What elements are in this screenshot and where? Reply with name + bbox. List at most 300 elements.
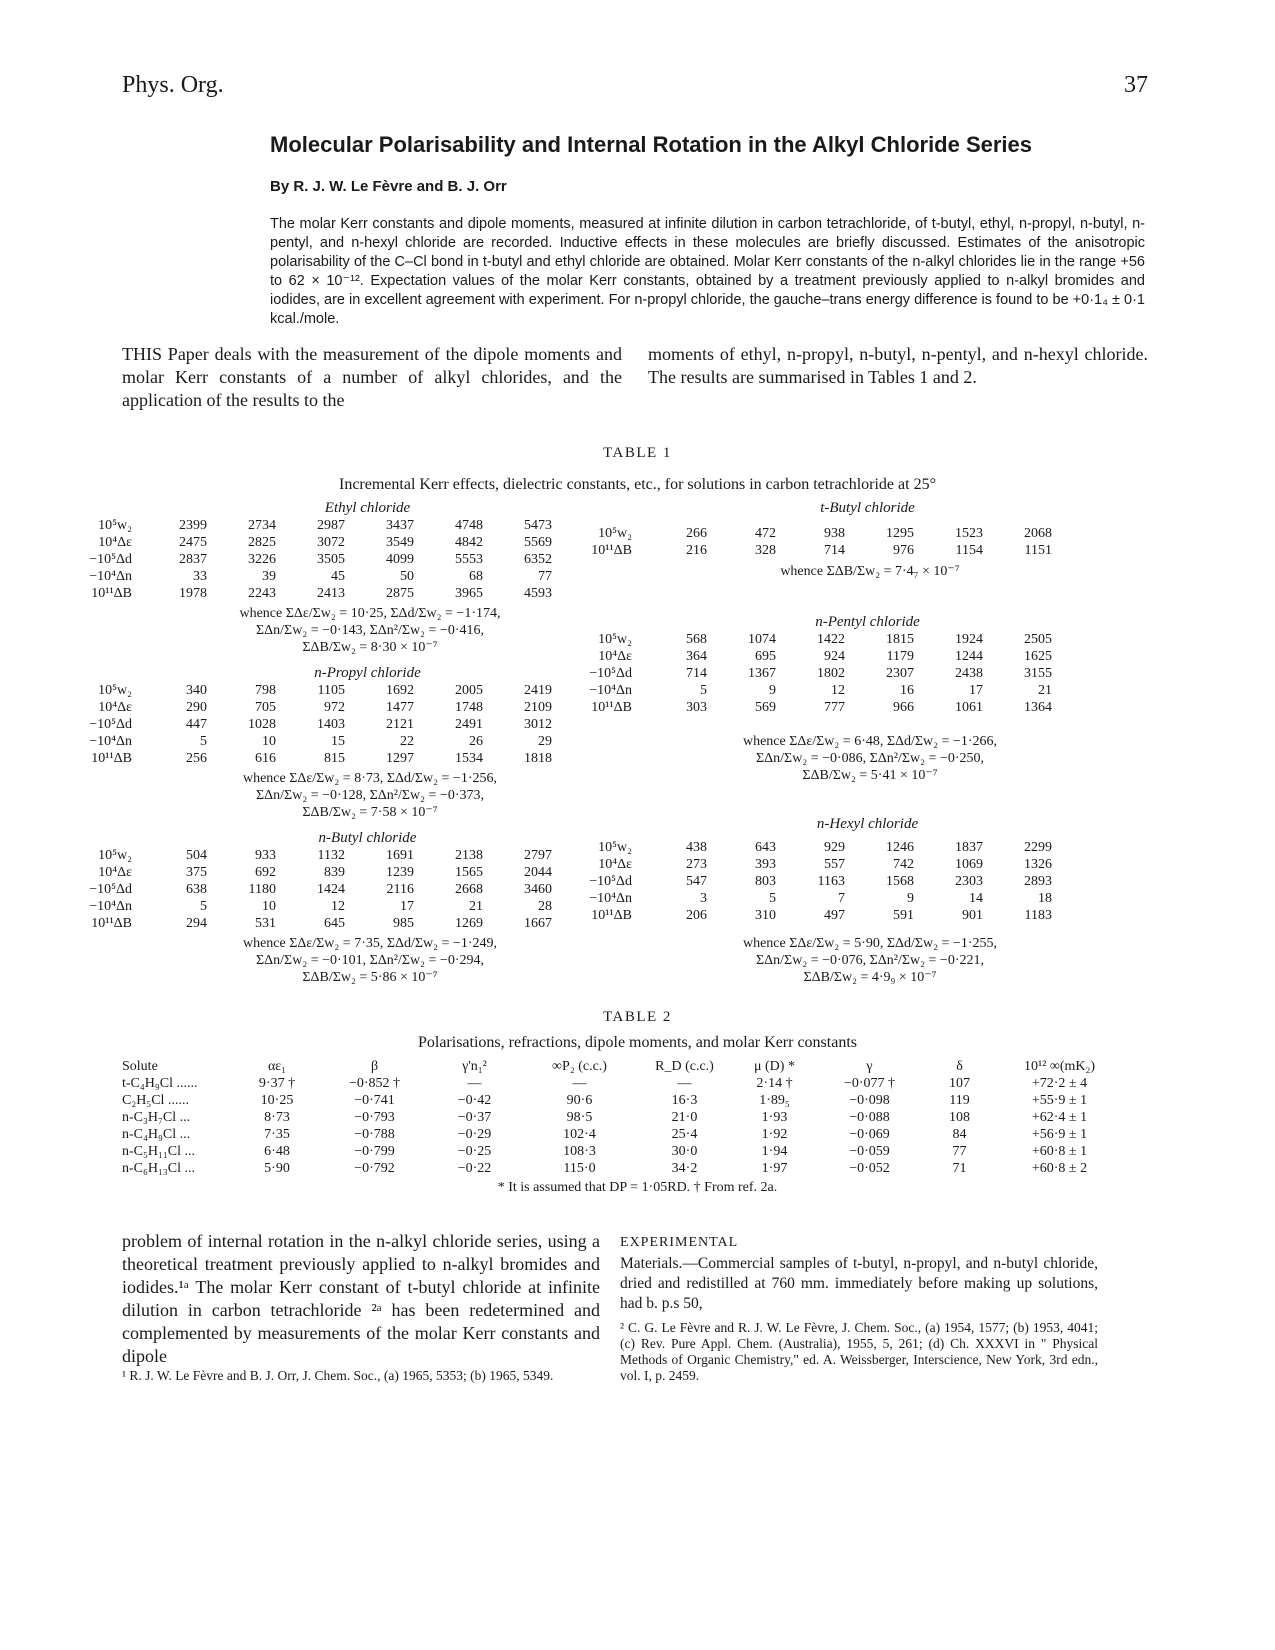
row-label: 10⁵w₂ bbox=[598, 632, 632, 647]
row-label: 10⁵w₂ bbox=[598, 526, 632, 541]
table1-butyl-block bbox=[60, 830, 605, 932]
table-cell: 815 bbox=[324, 751, 345, 766]
table-cell: 1·97 bbox=[761, 1161, 788, 1176]
row-label: −10⁵Δd bbox=[89, 552, 132, 567]
table1-tbutyl-block bbox=[560, 500, 1105, 559]
table-cell: 924 bbox=[824, 649, 845, 664]
table-cell: 1028 bbox=[248, 717, 276, 732]
table-cell: 310 bbox=[755, 908, 776, 923]
table-cell: 2307 bbox=[886, 666, 914, 681]
table-cell: 1074 bbox=[748, 632, 776, 647]
table-cell: 1326 bbox=[1024, 857, 1052, 872]
table-cell: 1179 bbox=[886, 649, 914, 664]
table-cell: 68 bbox=[469, 569, 483, 584]
table-cell: 803 bbox=[755, 874, 776, 889]
whence-line: whence ΣΔε/Σw₂ = 10·25, ΣΔd/Σw₂ = −1·174, bbox=[239, 606, 501, 621]
whence-line: whence ΣΔε/Σw₂ = 7·35, ΣΔd/Σw₂ = −1·249, bbox=[242, 936, 497, 951]
table-cell: 17 bbox=[400, 899, 414, 914]
table-cell: 5 bbox=[769, 891, 776, 906]
ethyl-data bbox=[60, 517, 605, 602]
table-cell: +60·8 ± 1 bbox=[1031, 1144, 1088, 1159]
table-cell: 9·37 † bbox=[258, 1076, 296, 1091]
table-cell: 1477 bbox=[386, 700, 414, 715]
table-cell: 12 bbox=[331, 899, 345, 914]
table-cell: 21·0 bbox=[671, 1110, 698, 1125]
table-cell: t-C₄H₉Cl ...... bbox=[122, 1076, 198, 1091]
table-cell: 256 bbox=[186, 751, 207, 766]
table-cell: 90·6 bbox=[566, 1093, 593, 1108]
ethyl-whence bbox=[140, 605, 600, 656]
pentyl-whence bbox=[640, 733, 1100, 784]
table2-header bbox=[122, 1058, 1152, 1075]
table2 bbox=[122, 1058, 1152, 1177]
row-label: −10⁵Δd bbox=[589, 666, 632, 681]
table-cell: 1069 bbox=[955, 857, 983, 872]
propyl-data bbox=[60, 682, 605, 767]
table-cell: 26 bbox=[469, 734, 483, 749]
whence-line: ΣΔn/Σw₂ = −0·143, ΣΔn²/Σw₂ = −0·416, bbox=[256, 623, 484, 638]
ethyl-row bbox=[60, 551, 605, 568]
table-cell: 616 bbox=[255, 751, 276, 766]
table-cell: 2303 bbox=[955, 874, 983, 889]
table-cell: 340 bbox=[186, 683, 207, 698]
table-cell: 966 bbox=[893, 700, 914, 715]
table-cell: 1163 bbox=[817, 874, 845, 889]
row-label: 10⁵w₂ bbox=[98, 518, 132, 533]
row-label: 10⁴Δε bbox=[598, 857, 632, 872]
table-cell: 2121 bbox=[386, 717, 414, 732]
table-cell: 2109 bbox=[524, 700, 552, 715]
table-cell: 1978 bbox=[179, 586, 207, 601]
table-cell: −0·052 bbox=[849, 1161, 890, 1176]
row-label: 10¹¹ΔB bbox=[591, 908, 632, 923]
table-cell: 77 bbox=[538, 569, 552, 584]
table1-ethyl-block bbox=[60, 500, 605, 602]
table-cell: 901 bbox=[962, 908, 983, 923]
table-cell: 1403 bbox=[317, 717, 345, 732]
table-cell: 107 bbox=[949, 1076, 970, 1091]
table-cell: 798 bbox=[255, 683, 276, 698]
table-cell: 1748 bbox=[455, 700, 483, 715]
table-row bbox=[122, 1160, 1152, 1177]
intro-left-column: THIS Paper deals with the measurement of the dipole moments and molar Kerr constants of a number of alkyl chlorides, and the application of the results to the bbox=[122, 344, 622, 410]
table-cell: 3505 bbox=[317, 552, 345, 567]
propyl-row bbox=[60, 733, 605, 750]
table-cell: 7 bbox=[838, 891, 845, 906]
row-label: 10⁵w₂ bbox=[98, 848, 132, 863]
table-row bbox=[122, 1075, 1152, 1092]
table-cell: 2825 bbox=[248, 535, 276, 550]
table2-footnote: * It is assumed that DP = 1·05RD. † From ref. 2a. bbox=[497, 1180, 778, 1195]
table-cell: 1295 bbox=[886, 526, 914, 541]
table-cell: 2491 bbox=[455, 717, 483, 732]
row-label: −10⁴Δn bbox=[89, 899, 132, 914]
butyl-row bbox=[60, 847, 605, 864]
ethyl-row bbox=[60, 568, 605, 585]
whence-line: whence ΣΔB/Σw₂ = 7·4₇ × 10⁻⁷ bbox=[780, 564, 960, 579]
table-cell: 1691 bbox=[386, 848, 414, 863]
whence-line: whence ΣΔε/Σw₂ = 8·73, ΣΔd/Σw₂ = −1·256, bbox=[242, 771, 497, 786]
table-cell: 2068 bbox=[1024, 526, 1052, 541]
body-right-column: Materials.—Commercial samples of t-butyl, n-propyl, and n-butyl chloride, dried and redistilled at 760 mm. immediately before making up solutions, had b. p.s 50, bbox=[620, 1255, 1098, 1312]
table-cell: 393 bbox=[755, 857, 776, 872]
propyl-row bbox=[60, 699, 605, 716]
table-cell: n-C₆H₁₃Cl ... bbox=[122, 1161, 195, 1176]
row-label: 10⁴Δε bbox=[98, 700, 132, 715]
row-label: −10⁴Δn bbox=[589, 891, 632, 906]
table-cell: 2005 bbox=[455, 683, 483, 698]
table-cell: 839 bbox=[324, 865, 345, 880]
row-label: 10¹¹ΔB bbox=[591, 700, 632, 715]
table-cell: 10 bbox=[262, 899, 276, 914]
table-cell: 4842 bbox=[455, 535, 483, 550]
table-cell: 645 bbox=[324, 916, 345, 931]
table-cell: n-C₃H₇Cl ... bbox=[122, 1110, 191, 1125]
table-cell: 6352 bbox=[524, 552, 552, 567]
whence-line: ΣΔB/Σw₂ = 5·86 × 10⁻⁷ bbox=[302, 970, 438, 985]
body-left-column: problem of internal rotation in the n-alkyl chloride series, using a theoretical treatment previously applied to n-alkyl bromides and iodides.¹ᵃ The molar Kerr constant of t-butyl chloride at infinite dilution in carbon tetrachloride ²ᵃ has been redetermined and complemented by measurements of the molar Kerr constants and dipole bbox=[122, 1231, 600, 1366]
table-cell: 972 bbox=[324, 700, 345, 715]
table-cell: 1154 bbox=[955, 543, 983, 558]
table-cell: 1183 bbox=[1024, 908, 1052, 923]
table-cell: 15 bbox=[331, 734, 345, 749]
table-cell: 5 bbox=[200, 899, 207, 914]
footnote-2: ² C. G. Le Fèvre and R. J. W. Le Fèvre, J. Chem. Soc., (a) 1954, 1577; (b) 1953, 4041; (c) Rev. Pure Appl. Chem. (Australia), 1955, 5, 261; (d) Ch. XXXVI in " Physical Methods of Organic Chemistry," ed. A. Weissberger, Interscience, New York, 3rd edn., vol. I, p. 2459. bbox=[620, 1320, 1098, 1383]
table-cell: 1·93 bbox=[761, 1110, 788, 1125]
table-cell: 557 bbox=[824, 857, 845, 872]
table-cell: −0·077 † bbox=[843, 1076, 896, 1091]
whence-line: ΣΔB/Σw₂ = 8·30 × 10⁻⁷ bbox=[302, 640, 438, 655]
table-cell: 1568 bbox=[886, 874, 914, 889]
table-cell: 2413 bbox=[317, 586, 345, 601]
table-cell: 1246 bbox=[886, 840, 914, 855]
table-cell: 777 bbox=[824, 700, 845, 715]
table-cell: 3155 bbox=[1024, 666, 1052, 681]
table-cell: 4593 bbox=[524, 586, 552, 601]
propyl-title: n-Propyl chloride bbox=[314, 665, 421, 681]
abstract: The molar Kerr constants and dipole moments, measured at infinite dilution in carbon tetrachloride, of t-butyl, ethyl, n-propyl, n-butyl, n-pentyl, and n-hexyl chloride are recorded. Inductive effects in these molecules are briefly discussed. Estimates of the anisotropic polarisability of the C–Cl bond in t-butyl and ethyl chloride are obtained. Molar Kerr constants of the n-alkyl chlorides lie in the range +56 to 62 × 10⁻¹². Expectation values of the molar Kerr constants, obtained by a treatment previously applied to n-alkyl bromides and iodides, are in excellent agreement with experiment. For n-propyl chloride, the gauche–trans energy difference is found to be +0·1₄ ± 0·1 kcal./mole. bbox=[270, 216, 1145, 327]
table-cell: +62·4 ± 1 bbox=[1031, 1110, 1088, 1125]
propyl-row bbox=[60, 682, 605, 699]
row-label: 10¹¹ΔB bbox=[91, 751, 132, 766]
table-cell: 28 bbox=[538, 899, 552, 914]
whence-line: ΣΔB/Σw₂ = 4·9₉ × 10⁻⁷ bbox=[803, 970, 937, 985]
table-cell: 5569 bbox=[524, 535, 552, 550]
table-cell: 1815 bbox=[886, 632, 914, 647]
table-cell: 3965 bbox=[455, 586, 483, 601]
ethyl-row bbox=[60, 534, 605, 551]
table-cell: 591 bbox=[893, 908, 914, 923]
table-cell: 10 bbox=[262, 734, 276, 749]
table-row bbox=[122, 1109, 1152, 1126]
table-cell: 2875 bbox=[386, 586, 414, 601]
table-cell: −0·088 bbox=[849, 1110, 890, 1125]
row-label: 10¹¹ΔB bbox=[591, 543, 632, 558]
table-cell: 976 bbox=[893, 543, 914, 558]
table1-subtitle: Incremental Kerr effects, dielectric constants, etc., for solutions in carbon tetrachloride at 25° bbox=[339, 476, 936, 493]
row-label: −10⁵Δd bbox=[89, 717, 132, 732]
table-cell: 45 bbox=[331, 569, 345, 584]
table-cell: 695 bbox=[755, 649, 776, 664]
table-cell: 2475 bbox=[179, 535, 207, 550]
row-label: 10⁴Δε bbox=[598, 649, 632, 664]
table-cell: 1132 bbox=[317, 848, 345, 863]
table-cell: 21 bbox=[1038, 683, 1052, 698]
table-cell: 4099 bbox=[386, 552, 414, 567]
column-header: ∞P₂ (c.c.) bbox=[552, 1059, 607, 1074]
tbutyl-row bbox=[560, 542, 1105, 559]
table-cell: 3072 bbox=[317, 535, 345, 550]
table-cell: 50 bbox=[400, 569, 414, 584]
table-cell: 3226 bbox=[248, 552, 276, 567]
table-cell: 1061 bbox=[955, 700, 983, 715]
table-cell: 108 bbox=[949, 1110, 970, 1125]
table-cell: 1180 bbox=[248, 882, 276, 897]
ethyl-row bbox=[60, 585, 605, 602]
table-cell: 2893 bbox=[1024, 874, 1052, 889]
table-cell: 1269 bbox=[455, 916, 483, 931]
row-label: −10⁵Δd bbox=[89, 882, 132, 897]
table-cell: 933 bbox=[255, 848, 276, 863]
table-cell: 16 bbox=[900, 683, 914, 698]
pentyl-row bbox=[560, 699, 1105, 716]
table-cell: 8·73 bbox=[264, 1110, 290, 1125]
table-cell: 1422 bbox=[817, 632, 845, 647]
table-cell: 30·0 bbox=[671, 1144, 698, 1159]
table-cell: 294 bbox=[186, 916, 207, 931]
table-cell: 18 bbox=[1038, 891, 1052, 906]
butyl-row bbox=[60, 915, 605, 932]
table-cell: 568 bbox=[686, 632, 707, 647]
table-cell: −0·069 bbox=[849, 1127, 890, 1142]
tbutyl-data bbox=[560, 525, 1105, 559]
table-cell: 6·48 bbox=[264, 1144, 290, 1159]
row-label: 10¹¹ΔB bbox=[91, 916, 132, 931]
row-label: 10¹¹ΔB bbox=[91, 586, 132, 601]
table-cell: 1244 bbox=[955, 649, 983, 664]
table-cell: 1364 bbox=[1024, 700, 1052, 715]
column-header: R_D (c.c.) bbox=[655, 1059, 714, 1074]
journal-section: Phys. Org. bbox=[122, 72, 224, 98]
table1-caption: TABLE 1 bbox=[603, 445, 672, 461]
table-cell: 2044 bbox=[524, 865, 552, 880]
table-cell: 2987 bbox=[317, 518, 345, 533]
table-cell: 692 bbox=[255, 865, 276, 880]
table-row bbox=[122, 1143, 1152, 1160]
table-cell: 504 bbox=[186, 848, 207, 863]
table-cell: 3 bbox=[700, 891, 707, 906]
table-cell: 5 bbox=[700, 683, 707, 698]
table-cell: 71 bbox=[952, 1161, 967, 1176]
table-cell: 4748 bbox=[455, 518, 483, 533]
table-cell: 115·0 bbox=[563, 1161, 596, 1176]
table-cell: −0·098 bbox=[849, 1093, 890, 1108]
hexyl-data bbox=[560, 839, 1105, 924]
butyl-data bbox=[60, 847, 605, 932]
table-cell: 569 bbox=[755, 700, 776, 715]
page-number: 37 bbox=[1124, 72, 1148, 98]
table2-subtitle: Polarisations, refractions, dipole moments, and molar Kerr constants bbox=[417, 1034, 857, 1051]
row-label: −10⁴Δn bbox=[589, 683, 632, 698]
table-cell: 21 bbox=[469, 899, 483, 914]
footnote-1: ¹ R. J. W. Le Fèvre and B. J. Orr, J. Chem. Soc., (a) 1965, 5353; (b) 1965, 5349. bbox=[122, 1368, 554, 1383]
table-cell: 2505 bbox=[1024, 632, 1052, 647]
table-cell: 929 bbox=[824, 840, 845, 855]
table-row bbox=[122, 1092, 1152, 1109]
table-cell: 1534 bbox=[455, 751, 483, 766]
table-cell: — bbox=[572, 1076, 587, 1091]
table-cell: 3460 bbox=[524, 882, 552, 897]
table-cell: 39 bbox=[262, 569, 276, 584]
table-cell: 2797 bbox=[524, 848, 552, 863]
whence-line: whence ΣΔε/Σw₂ = 5·90, ΣΔd/Σw₂ = −1·255, bbox=[742, 936, 997, 951]
table-cell: 5553 bbox=[455, 552, 483, 567]
butyl-row bbox=[60, 898, 605, 915]
table-cell: 497 bbox=[824, 908, 845, 923]
table-cell: +56·9 ± 1 bbox=[1031, 1127, 1088, 1142]
table-row bbox=[122, 1126, 1152, 1143]
table-cell: 98·5 bbox=[566, 1110, 593, 1125]
table-cell: 216 bbox=[686, 543, 707, 558]
table-cell: −0·793 bbox=[354, 1110, 395, 1125]
table-cell: 938 bbox=[824, 526, 845, 541]
table-cell: 2116 bbox=[386, 882, 414, 897]
row-label: 10⁴Δε bbox=[98, 865, 132, 880]
pentyl-row bbox=[560, 682, 1105, 699]
table-cell: 29 bbox=[538, 734, 552, 749]
table-cell: 375 bbox=[186, 865, 207, 880]
table-cell: n-C₄H₉Cl ... bbox=[122, 1127, 191, 1142]
table-cell: 1367 bbox=[748, 666, 776, 681]
table-cell: 108·3 bbox=[563, 1144, 596, 1159]
table-cell: 9 bbox=[769, 683, 776, 698]
butyl-title: n-Butyl chloride bbox=[318, 830, 417, 846]
whence-line: ΣΔn/Σw₂ = −0·101, ΣΔn²/Σw₂ = −0·294, bbox=[256, 953, 484, 968]
table-cell: 2·14 † bbox=[756, 1076, 793, 1091]
table-cell: 33 bbox=[193, 569, 207, 584]
table-cell: −0·792 bbox=[354, 1161, 395, 1176]
table-cell: 2243 bbox=[248, 586, 276, 601]
column-header: μ (D) * bbox=[754, 1059, 795, 1074]
pentyl-row bbox=[560, 665, 1105, 682]
intro-right-column: moments of ethyl, n-propyl, n-butyl, n-pentyl, and n-hexyl chloride. The results are summarised in Tables 1 and 2. bbox=[648, 344, 1148, 387]
table-cell: −0·852 † bbox=[348, 1076, 401, 1091]
table-cell: 2668 bbox=[455, 882, 483, 897]
column-header: δ bbox=[956, 1059, 963, 1074]
hexyl-row bbox=[560, 890, 1105, 907]
table1-propyl-block bbox=[60, 665, 605, 767]
table-cell: 5473 bbox=[524, 518, 552, 533]
table-cell: −0·788 bbox=[354, 1127, 395, 1142]
table-cell: 25·4 bbox=[671, 1127, 698, 1142]
table-cell: n-C₅H₁₁Cl ... bbox=[122, 1144, 195, 1159]
table-cell: 12 bbox=[831, 683, 845, 698]
propyl-row bbox=[60, 750, 605, 767]
hexyl-row bbox=[560, 907, 1105, 924]
tbutyl-row bbox=[560, 525, 1105, 542]
table-cell: +55·9 ± 1 bbox=[1031, 1093, 1088, 1108]
table-cell: 3549 bbox=[386, 535, 414, 550]
table-cell: −0·059 bbox=[849, 1144, 890, 1159]
column-header: αε₁ bbox=[267, 1059, 287, 1074]
column-header: 10¹² ∞(mK₂) bbox=[1023, 1059, 1096, 1074]
ethyl-row bbox=[60, 517, 605, 534]
table-cell: 34·2 bbox=[671, 1161, 698, 1176]
table-cell: 1837 bbox=[955, 840, 983, 855]
table-cell: 1625 bbox=[1024, 649, 1052, 664]
pentyl-row bbox=[560, 648, 1105, 665]
butyl-row bbox=[60, 881, 605, 898]
table-cell: 290 bbox=[186, 700, 207, 715]
table-cell: 638 bbox=[186, 882, 207, 897]
hexyl-row bbox=[560, 839, 1105, 856]
table-cell: C₂H₅Cl ...... bbox=[122, 1093, 189, 1108]
whence-line: ΣΔn/Σw₂ = −0·076, ΣΔn²/Σw₂ = −0·221, bbox=[756, 953, 984, 968]
table-cell: 17 bbox=[969, 683, 983, 698]
hexyl-title: n-Hexyl chloride bbox=[816, 816, 919, 832]
row-label: −10⁴Δn bbox=[89, 734, 132, 749]
hexyl-row bbox=[560, 873, 1105, 890]
table-cell: 16·3 bbox=[671, 1093, 698, 1108]
table-cell: 22 bbox=[400, 734, 414, 749]
table1-hexyl-block bbox=[560, 816, 1105, 924]
table-cell: 206 bbox=[686, 908, 707, 923]
table-cell: 1·89₅ bbox=[759, 1093, 790, 1108]
tbutyl-whence bbox=[640, 563, 1100, 580]
table-cell: 714 bbox=[686, 666, 707, 681]
table-cell: 1565 bbox=[455, 865, 483, 880]
table-cell: 364 bbox=[686, 649, 707, 664]
table-cell: 1151 bbox=[1024, 543, 1052, 558]
table-cell: 1802 bbox=[817, 666, 845, 681]
table-cell: 2837 bbox=[179, 552, 207, 567]
table-cell: 9 bbox=[907, 891, 914, 906]
table-cell: 119 bbox=[949, 1093, 970, 1108]
row-label: 10⁴Δε bbox=[98, 535, 132, 550]
table-cell: 985 bbox=[393, 916, 414, 931]
paper-title: Molecular Polarisability and Internal Rotation in the Alkyl Chloride Series bbox=[270, 132, 1033, 157]
table-cell: 547 bbox=[686, 874, 707, 889]
table-cell: −0·37 bbox=[457, 1110, 492, 1125]
table-cell: −0·25 bbox=[457, 1144, 492, 1159]
row-label: −10⁵Δd bbox=[589, 874, 632, 889]
table-cell: −0·22 bbox=[457, 1161, 492, 1176]
butyl-whence bbox=[140, 935, 600, 986]
row-label: 10⁵w₂ bbox=[598, 840, 632, 855]
whence-line: ΣΔn/Σw₂ = −0·128, ΣΔn²/Σw₂ = −0·373, bbox=[256, 788, 484, 803]
table-cell: — bbox=[677, 1076, 692, 1091]
table-cell: 303 bbox=[686, 700, 707, 715]
tbutyl-title: t-Butyl chloride bbox=[820, 500, 915, 516]
table-cell: 531 bbox=[255, 916, 276, 931]
hexyl-row bbox=[560, 856, 1105, 873]
whence-line: whence ΣΔε/Σw₂ = 6·48, ΣΔd/Σw₂ = −1·266, bbox=[742, 734, 997, 749]
table-cell: 77 bbox=[952, 1144, 967, 1159]
table-cell: +60·8 ± 2 bbox=[1031, 1161, 1088, 1176]
table-cell: 472 bbox=[755, 526, 776, 541]
table-cell: 10·25 bbox=[260, 1093, 294, 1108]
ethyl-title: Ethyl chloride bbox=[324, 500, 411, 516]
table-cell: −0·741 bbox=[354, 1093, 395, 1108]
table-cell: 3437 bbox=[386, 518, 414, 533]
table-cell: 102·4 bbox=[563, 1127, 596, 1142]
table-cell: 2399 bbox=[179, 518, 207, 533]
pentyl-title: n-Pentyl chloride bbox=[815, 614, 920, 630]
table1-pentyl-block bbox=[560, 614, 1105, 716]
pentyl-data bbox=[560, 631, 1105, 716]
table-cell: −0·42 bbox=[457, 1093, 492, 1108]
column-header: β bbox=[370, 1059, 379, 1074]
